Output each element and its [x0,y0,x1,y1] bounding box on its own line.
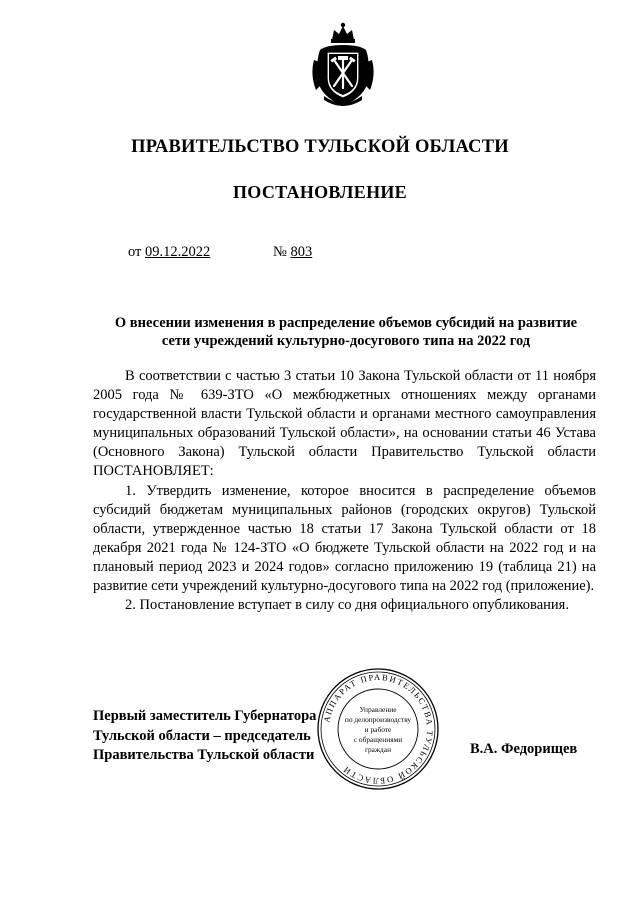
document-subject [96,314,596,350]
document-date [128,244,210,261]
stamp-inner-line-1: Управление [359,705,397,714]
coat-of-arms-icon [310,20,376,110]
body-paragraph-2: 1. Утвердить изменение, которое вносится в распределение объемов субсидий бюджетам муниципальных районов (городских округов) Тульской области, утвержденное частью 18 статьи 17 Закона Тульской области от 18 декабря 2021 года № 124-ЗТО «О бюджете Тульской области на 2022 год и на плановый период 2023 и 2024 годов» согласно приложению 19 (таблица 21) на развитие сети учреждений культурно-досугового типа на 2022 год (приложение). [93,482,596,595]
organization-title: ПРАВИТЕЛЬСТВО ТУЛЬСКОЙ ОБЛАСТИ [131,137,509,157]
signatory-position-line-2: Тульской области – председатель [93,727,311,744]
stamp-inner-line-3: и работе [364,725,392,734]
signatory-position-line-3: Правительства Тульской области [93,747,315,763]
body-paragraph-3: 2. Постановление вступает в силу со дня официального опубликования. [125,597,569,614]
date-value: 09.12.2022 [145,244,211,260]
signatory-position-line-1: Первый заместитель Губернатора [93,708,317,724]
stamp-inner-line-4: с обращениями [353,735,403,744]
document-type-title: ПОСТАНОВЛЕНИЕ [233,182,407,202]
number-prefix: № [273,244,287,260]
stamp-outer-text: АППАРАТ ПРАВИТЕЛЬСТВА ТУЛЬСКОЙ ОБЛАСТИ [321,671,436,787]
stamp-inner-line-2: по делопроизводству [344,715,412,724]
stamp-inner-line-5: граждан [364,745,392,754]
date-prefix: от [128,244,142,260]
official-stamp [316,667,440,791]
subject-line-2: сети учреждений культурно-досугового типа на 2022 год [161,333,531,349]
document-number [273,244,312,261]
document-body [93,367,596,615]
signatory-position [93,707,316,766]
subject-line-1: О внесении изменения в распределение объемов субсидий на развитие [114,315,578,331]
body-paragraph-1: В соответствии с частью 3 статьи 10 Закона Тульской области от 11 ноября 2005 года № 639-ЗТО «О межбюджетных отношениях между органами государственной власти Тульской области и органами местного самоуправления муниципальных образований Тульской области», на основании статьи 46 Устава (Основного Закона) Тульской области Правительство Тульской области ПОСТАНОВЛЯЕТ: [93,368,596,480]
signatory-name: В.А. Федорищев [470,741,578,757]
number-value: 803 [290,244,313,260]
